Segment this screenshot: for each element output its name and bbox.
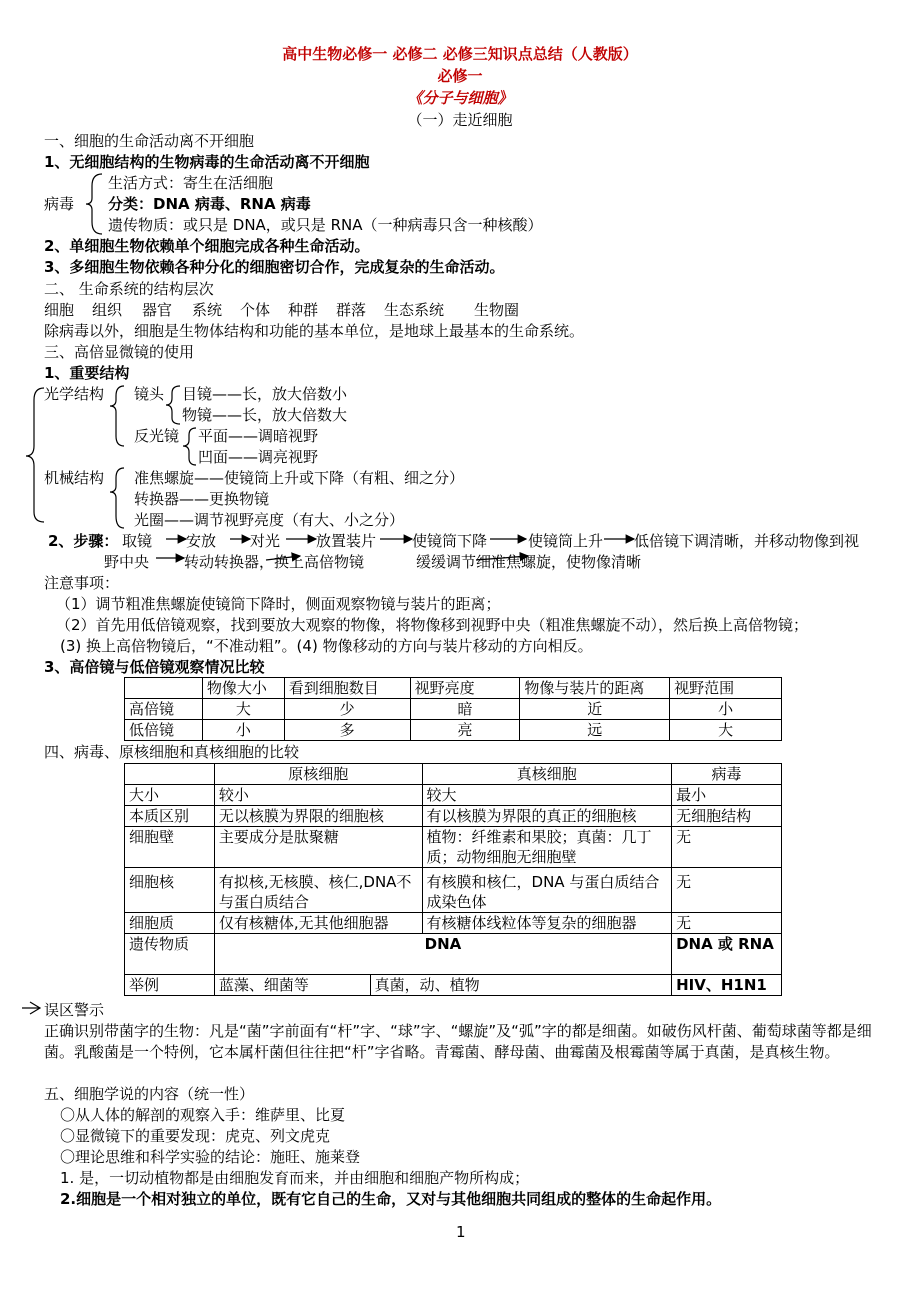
- table-header: 真核细胞: [422, 764, 672, 785]
- eyepiece-text: 目镜——长，放大倍数小: [182, 385, 348, 403]
- s2-text: 除病毒以外，细胞是生物体结构和功能的基本单位，是地球上最基本的生命系统。: [44, 322, 585, 340]
- lens-label: 镜头: [134, 385, 165, 403]
- main-title: 高中生物必修一 必修二 必修三知识点总结（人教版）: [282, 45, 638, 63]
- virus-item-3: 遗传物质：或只是 DNA，或只是 RNA（一种病毒只含一种核酸）: [108, 216, 543, 234]
- notes-heading: 注意事项：: [44, 574, 120, 592]
- s5-point-1: 1. 是，一切动植物都是由细胞发育而来，并由细胞和细胞产物所构成；: [60, 1169, 530, 1187]
- virus-brace: [86, 174, 102, 234]
- s3-p1: 1、重要结构: [44, 364, 130, 382]
- table-header: 视野亮度: [410, 678, 520, 699]
- note-3: (3) 换上高倍物镜后，“不准动粗”。(4) 物像移动的方向与装片移动的方向相反。: [60, 637, 593, 655]
- table-cell: HIV、H1N1: [672, 975, 782, 996]
- table-cell: 小: [670, 699, 782, 720]
- step-10: 缓缓调节细准焦螺旋，使物像清晰: [416, 553, 642, 571]
- optical-brace: [110, 386, 124, 446]
- step-arrow: [476, 556, 528, 560]
- step-2: 安放: [186, 532, 217, 550]
- table-cell: 远: [520, 720, 670, 741]
- table-cell: 植物：纤维素和果胶；真菌：几丁质；动物细胞无细胞壁: [422, 827, 672, 868]
- warning-icon: [22, 1002, 40, 1014]
- table-cell: 细胞质: [125, 913, 215, 934]
- level-1: 细胞: [44, 301, 75, 319]
- virus-item-1: 生活方式：寄生在活细胞: [108, 174, 274, 192]
- s1-p2: 2、单细胞生物依赖单个细胞完成各种生命活动。: [44, 237, 370, 255]
- virus-item-2: 分类：DNA 病毒、RNA 病毒: [108, 195, 311, 213]
- table-cell: DNA 或 RNA: [672, 934, 782, 975]
- s4-heading: 四、病毒、原核细胞和真核细胞的比较: [44, 743, 300, 761]
- level-7: 群落: [336, 301, 367, 319]
- table-cell: 本质区别: [125, 806, 215, 827]
- table-cell: 无: [672, 827, 782, 868]
- chapter-title: （一）走近细胞: [407, 111, 513, 129]
- table-header: 病毒: [672, 764, 782, 785]
- objective-text: 物镜——长，放大倍数大: [182, 406, 348, 424]
- level-5: 个体: [240, 301, 271, 319]
- table-cell: 亮: [410, 720, 520, 741]
- module-title: 《分子与细胞》: [407, 89, 513, 107]
- table-cell: 主要成分是肽聚糖: [214, 827, 422, 868]
- table-cell: 较大: [422, 785, 672, 806]
- table-header: 原核细胞: [214, 764, 422, 785]
- table-cell: 少: [284, 699, 410, 720]
- s3-p3: 3、高倍镜与低倍镜观察情况比较: [44, 658, 265, 676]
- mech-brace: [110, 468, 124, 528]
- table-cell: 小: [202, 720, 284, 741]
- s2-heading: 二、 生命系统的结构层次: [44, 280, 214, 298]
- table-cell: 仅有核糖体,无其他细胞器: [214, 913, 422, 934]
- step-4: 放置装片: [316, 532, 377, 550]
- warning-text: 正确识别带菌字的生物：凡是“菌”字前面有“杆”字、“球”字、“螺旋”及“弧”字的都是细菌。如破伤风杆菌、葡萄球菌等都是细菌。乳酸菌是一个特例，它本属杆菌但往往把“杆”字省略。青霉菌、酵母菌、曲霉菌及根霉菌等属于真菌，是真核生物。: [44, 1022, 872, 1061]
- s5-heading: 五、细胞学说的内容（统一性）: [44, 1085, 255, 1103]
- step-3: 对光: [250, 532, 281, 550]
- table-header: 视野范围: [670, 678, 782, 699]
- table-header: 物像大小: [202, 678, 284, 699]
- step-arrow: [266, 556, 300, 560]
- aperture-text: 光圈——调节视野亮度（有大、小之分）: [134, 511, 405, 529]
- virus-label: 病毒: [44, 195, 75, 213]
- note-1: （1）调节粗准焦螺旋使镜筒下降时，侧面观察物镜与装片的距离；: [56, 595, 501, 613]
- table-cell: 有核糖体线粒体等复杂的细胞器: [422, 913, 672, 934]
- main-brace: [26, 388, 44, 522]
- level-8: 生态系统: [384, 301, 445, 319]
- mirror-brace: [183, 428, 196, 465]
- s1-p3: 3、多细胞生物依赖各种分化的细胞密切合作，完成复杂的生命活动。: [44, 258, 505, 276]
- table-cell: 多: [284, 720, 410, 741]
- s5-item-1: 〇从人体的解剖的观察入手：维萨里、比夏: [60, 1106, 346, 1124]
- table-header: 看到细胞数目: [284, 678, 410, 699]
- table-cell: 蓝藻、细菌等: [214, 975, 370, 996]
- table-cell: 细胞核: [125, 868, 215, 913]
- table-header: 物像与装片的距离: [520, 678, 670, 699]
- table-cell: 无细胞结构: [672, 806, 782, 827]
- table-cell: 大: [670, 720, 782, 741]
- s1-heading: 一、细胞的生命活动离不开细胞: [44, 132, 255, 150]
- level-6: 种群: [288, 301, 319, 319]
- s5-item-2: 〇显微镜下的重要发现：虎克、列文虎克: [60, 1127, 331, 1145]
- s5-point-2: 2.细胞是一个相对独立的单位，既有它自己的生命，又对与其他细胞共同组成的整体的生命起作用。: [60, 1190, 722, 1208]
- s1-p1: 1、无细胞结构的生物病毒的生命活动离不开细胞: [44, 153, 370, 171]
- table-cell: 举例: [125, 975, 215, 996]
- level-4: 系统: [192, 301, 223, 319]
- optical-label: 光学结构: [44, 385, 105, 403]
- table-cell: 较小: [214, 785, 422, 806]
- step-7: 低倍镜下调清晰，并移动物像到视: [634, 532, 860, 550]
- converter-text: 转换器——更换物镜: [134, 490, 270, 508]
- table-cell: 最小: [672, 785, 782, 806]
- step-8: 野中央: [104, 553, 150, 571]
- table-cell: 近: [520, 699, 670, 720]
- table-cell: 暗: [410, 699, 520, 720]
- warning-title: 误区警示: [44, 1001, 105, 1019]
- table-cell: 高倍镜: [125, 699, 203, 720]
- mech-label: 机械结构: [44, 469, 105, 487]
- table-cell: 无: [672, 913, 782, 934]
- step-5: 使镜筒下降: [412, 532, 488, 550]
- book-title: 必修一: [437, 67, 483, 85]
- note-2: （2）首先用低倍镜观察，找到要放大观察的物像，将物像移到视野中央（粗准焦螺旋不动），然后换上高倍物镜；: [56, 616, 809, 634]
- page-number: 1: [456, 1223, 466, 1241]
- step-6: 使镜筒上升: [528, 532, 604, 550]
- table-cell: 大小: [125, 785, 215, 806]
- step-1: 取镜: [122, 532, 153, 550]
- table-cell: 大: [202, 699, 284, 720]
- lens-brace: [166, 386, 180, 424]
- level-2: 组织: [92, 301, 123, 319]
- level-3: 器官: [142, 301, 173, 319]
- table-cell: 有核膜和核仁，DNA 与蛋白质结合成染色体: [422, 868, 672, 913]
- table-cell: 有以核膜为界限的真正的细胞核: [422, 806, 672, 827]
- table-cell: 低倍镜: [125, 720, 203, 741]
- mirror-label: 反光镜: [134, 427, 180, 445]
- focus-text: 准焦螺旋——使镜筒上升或下降（有粗、细之分）: [134, 469, 465, 487]
- table-cell: 无: [672, 868, 782, 913]
- s3-heading: 三、高倍显微镜的使用: [44, 343, 195, 361]
- table-cell: 无以核膜为界限的细胞核: [214, 806, 422, 827]
- table-cell: 细胞壁: [125, 827, 215, 868]
- flat-text: 平面——调暗视野: [198, 427, 319, 445]
- s5-item-3: 〇理论思维和科学实验的结论：施旺、施莱登: [60, 1148, 361, 1166]
- table-cell: 有拟核,无核膜、核仁,DNA不与蛋白质结合: [214, 868, 422, 913]
- table-cell: 真菌，动、植物: [370, 975, 671, 996]
- table-cell: 遗传物质: [125, 934, 215, 975]
- level-9: 生物圈: [474, 301, 520, 319]
- step-9: 转动转换器，换上高倍物镜: [184, 553, 365, 571]
- table-cell: DNA: [214, 934, 671, 975]
- steps-label: 2、步骤：: [48, 532, 119, 550]
- concave-text: 凹面——调亮视野: [198, 448, 319, 466]
